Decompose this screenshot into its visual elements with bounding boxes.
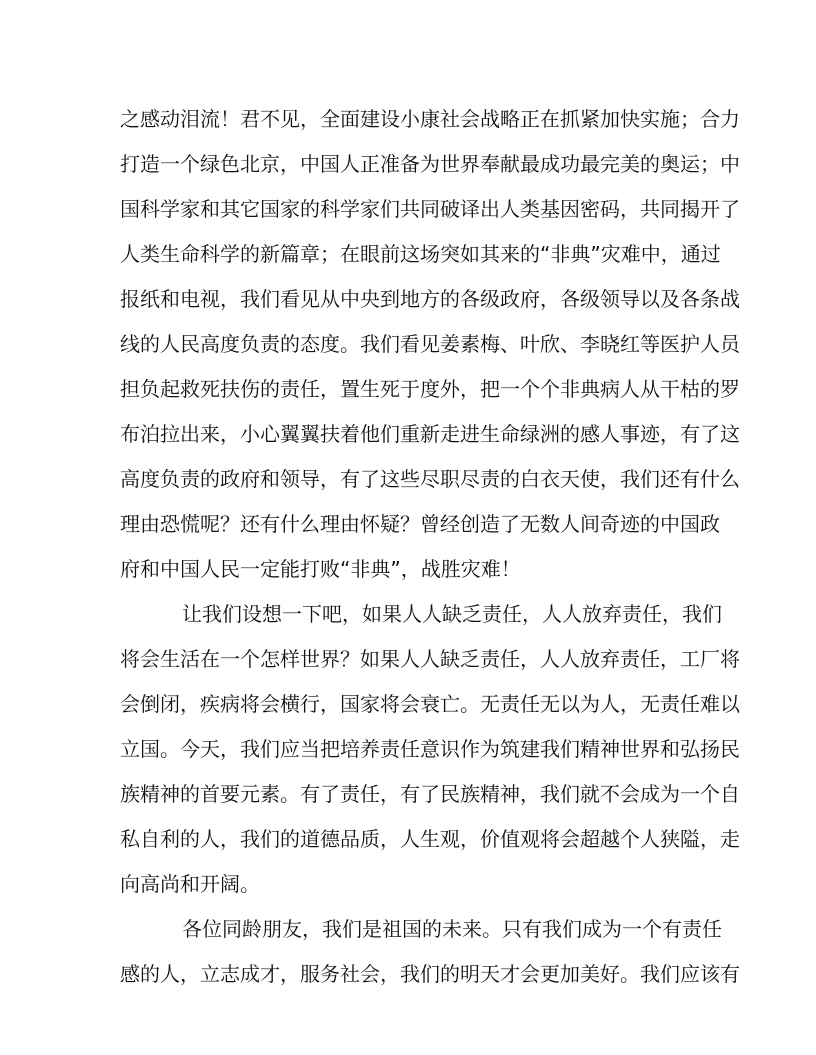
text-line: 将会生活在一个怎样世界？如果人人缺乏责任，人人放弃责任，工厂将 <box>120 647 740 671</box>
text-line: 高度负责的政府和领导，有了这些尽职尽责的白衣天使，我们还有什么 <box>120 467 740 491</box>
text-line: 各位同龄朋友，我们是祖国的未来。只有我们成为一个有责任 <box>182 917 722 941</box>
text-line: 向高尚和开阔。 <box>120 872 260 896</box>
text-line: 国科学家和其它国家的科学家们共同破译出人类基因密码，共同揭开了 <box>120 197 740 221</box>
text-line: 布泊拉出来，小心翼翼扶着他们重新走进生命绿洲的感人事迹，有了这 <box>120 422 740 446</box>
text-line: 让我们设想一下吧，如果人人缺乏责任，人人放弃责任，我们 <box>182 602 722 626</box>
text-line: 立国。今天，我们应当把培养责任意识作为筑建我们精神世界和弘扬民 <box>120 737 740 761</box>
text-line: 府和中国人民一定能打败“非典”，战胜灾难！ <box>120 557 521 581</box>
text-line: 理由恐慌呢？还有什么理由怀疑？曾经创造了无数人间奇迹的中国政 <box>120 512 720 536</box>
text-line: 报纸和电视，我们看见从中央到地方的各级政府，各级领导以及各条战 <box>120 287 740 311</box>
text-line: 之感动泪流！君不见，全面建设小康社会战略正在抓紧加快实施；合力 <box>120 107 740 131</box>
text-line: 私自利的人，我们的道德品质，人生观，价值观将会超越个人狭隘，走 <box>120 827 740 851</box>
text-line: 会倒闭，疾病将会横行，国家将会衰亡。无责任无以为人，无责任难以 <box>120 692 740 716</box>
text-line: 担负起救死扶伤的责任，置生死于度外，把一个个非典病人从干枯的罗 <box>120 377 740 401</box>
text-line: 人类生命科学的新篇章；在眼前这场突如其来的“非典”灾难中，通过 <box>120 242 721 266</box>
text-line: 打造一个绿色北京，中国人正准备为世界奉献最成功最完美的奥运；中 <box>120 152 740 176</box>
text-line: 族精神的首要元素。有了责任，有了民族精神，我们就不会成为一个自 <box>120 782 740 806</box>
text-line: 感的人，立志成才，服务社会，我们的明天才会更加美好。我们应该有 <box>120 962 740 986</box>
text-line: 线的人民高度负责的态度。我们看见姜素梅、叶欣、李晓红等医护人员 <box>120 332 740 356</box>
